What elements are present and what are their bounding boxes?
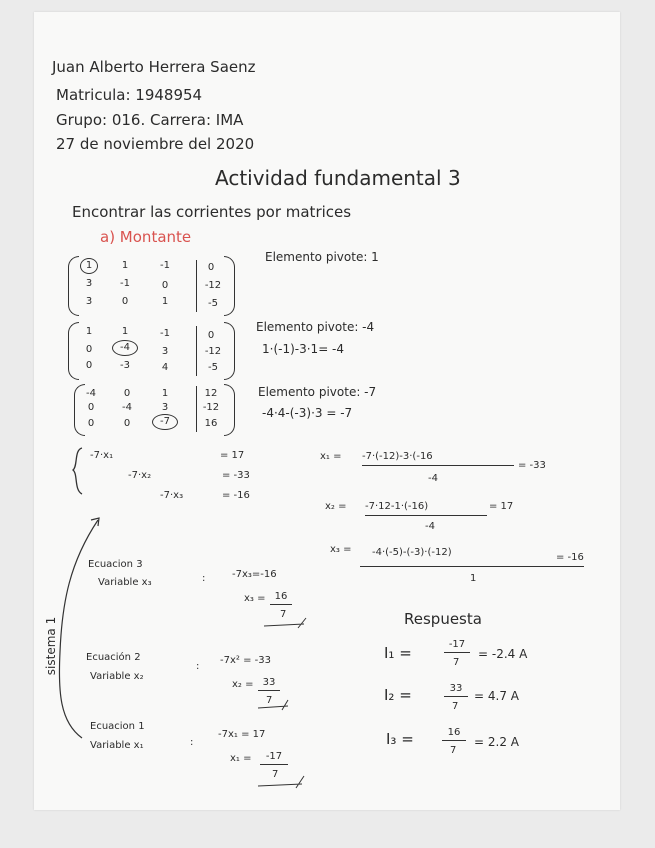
matrix-cell: 3 [161,346,169,357]
step1-numerator: -17 [260,752,288,765]
matrix-cell: 3 [161,402,169,413]
system-eq1-rhs: = 17 [220,450,245,461]
matrix-bracket-right [224,256,235,316]
answer-title: Respuesta [404,610,482,628]
matrix-cell: -12 [204,280,222,291]
x3-denominator: 1 [470,573,477,584]
date: 27 de noviembre del 2020 [56,135,255,153]
pivot-cell: -7 [152,414,178,430]
matrix-bracket-right [224,322,235,380]
matrix-cell: 0 [123,418,131,429]
matrix-cell: 0 [123,388,131,399]
matrix-cell: 3 [85,278,93,289]
x2-denominator: -4 [425,521,435,532]
matrix-cell: -12 [202,402,220,413]
matrix-cell: 3 [85,296,93,307]
matrix-2 [68,322,238,380]
step3-variable: Variable x₃ [98,577,152,588]
i2-numerator: 33 [444,684,468,697]
matrix-cell: 16 [204,418,218,429]
augment-bar [196,326,197,376]
matrix-cell: 0 [87,402,95,413]
step1-colon: : [190,737,194,748]
i3-lhs: I₃ = [386,730,414,748]
step3-colon: : [202,573,206,584]
i1-result: = -2.4 A [478,647,528,661]
matrix-bracket-right [224,384,235,436]
matrix-cell: 1 [121,326,129,337]
system-side-label: sistema 1 [44,616,59,676]
x1-denominator: -4 [428,473,438,484]
i2-denominator: 7 [452,701,459,712]
x1-result: = -33 [518,460,546,471]
pivot-note-2: Elemento pivote: -4 [256,320,375,334]
pivot-note-3: Elemento pivote: -7 [258,385,377,399]
i1-numerator: -17 [444,640,470,653]
system-brace [70,446,90,496]
x2-lhs: x₂ = [325,501,347,512]
i3-denominator: 7 [450,745,457,756]
system-eq3-lhs: -7·x₃ [160,490,184,501]
instruction: Encontrar las corrientes por matrices [72,203,352,221]
step2-title: Ecuación 2 [86,652,141,663]
pivot-cell: 1 [80,258,98,274]
i2-lhs: I₂ = [384,686,412,704]
x1-lhs: x₁ = [320,451,342,462]
matrix-1 [68,256,238,316]
step2-equation: -7x² = -33 [220,655,271,666]
matrix-cell: -12 [204,346,222,357]
matrix-cell: -5 [208,298,218,309]
pivot-calc-3: -4·4-(-3)·3 = -7 [262,406,353,420]
x3-result: = -16 [556,552,584,563]
matrix-cell: -4 [122,402,132,413]
step2-denominator: 7 [266,695,273,706]
matrix-cell: 1 [121,260,129,271]
step1-equation: -7x₁ = 17 [218,729,266,740]
step2-slash [256,695,296,712]
page-title: Actividad fundamental 3 [215,166,461,190]
i2-result: = 4.7 A [474,689,519,703]
step3-equation: -7x₃=-16 [232,569,277,580]
x2-numerator: -7·12-1·(-16) [365,502,487,516]
step1-lhs: x₁ = [230,753,252,764]
augment-bar [196,386,197,432]
system-eq1-lhs: -7·x₁ [90,450,114,461]
matrix-cell: 0 [207,330,215,341]
i1-denominator: 7 [453,657,460,668]
matrix-cell: 0 [87,418,95,429]
step3-title: Ecuacion 3 [88,559,143,570]
student-name: Juan Alberto Herrera Saenz [52,58,256,76]
augment-bar [196,260,197,312]
i3-numerator: 16 [442,728,466,741]
step1-denominator: 7 [272,769,279,780]
matrix-cell: 12 [204,388,218,399]
matrix-cell: -5 [208,362,218,373]
step1-variable: Variable x₁ [90,740,144,751]
system-eq3-rhs: = -16 [222,490,250,501]
group-career: Grupo: 016. Carrera: IMA [56,111,244,129]
pivot-note-1: Elemento pivote: 1 [265,250,379,264]
matrix-cell: 0 [121,296,129,307]
x3-fraction-bar [360,566,584,567]
step1-slash [256,774,312,790]
pivot-cell: -4 [112,340,138,356]
x1-numerator: -7·(-12)-3·(-16 [362,452,514,466]
step3-lhs: x₃ = [244,593,266,604]
step2-lhs: x₂ = [232,679,254,690]
x3-lhs: x₃ = [330,544,352,555]
student-id: Matricula: 1948954 [56,86,203,104]
matrix-3 [74,384,244,436]
matrix-cell: 0 [161,280,169,291]
method-label: a) Montante [100,228,192,246]
step2-colon: : [196,661,200,672]
i3-result: = 2.2 A [474,735,519,749]
back-substitution-arrow [50,512,110,742]
step3-denominator: 7 [280,609,287,620]
matrix-cell: 0 [85,360,93,371]
matrix-cell: 4 [161,362,169,373]
step3-slash [262,616,312,630]
step2-numerator: 33 [258,678,280,691]
system-eq2-lhs: -7·x₂ [128,470,152,481]
step1-title: Ecuacion 1 [90,721,145,732]
matrix-cell: 0 [207,262,215,273]
x2-result: = 17 [489,501,514,512]
matrix-cell: 1 [161,296,169,307]
matrix-cell: -3 [120,360,130,371]
pivot-calc-2: 1·(-1)-3·1= -4 [262,342,345,356]
matrix-cell: -1 [120,278,130,289]
step3-numerator: 16 [270,592,292,605]
system-eq2-rhs: = -33 [222,470,250,481]
matrix-cell: -1 [160,260,170,271]
matrix-cell: -1 [160,328,170,339]
matrix-cell: -4 [86,388,96,399]
step2-variable: Variable x₂ [90,671,144,682]
i1-lhs: I₁ = [384,644,412,662]
matrix-cell: 0 [85,344,93,355]
matrix-cell: 1 [85,326,93,337]
matrix-cell: 1 [161,388,169,399]
x3-numerator: -4·(-5)-(-3)·(-12) [372,547,452,558]
